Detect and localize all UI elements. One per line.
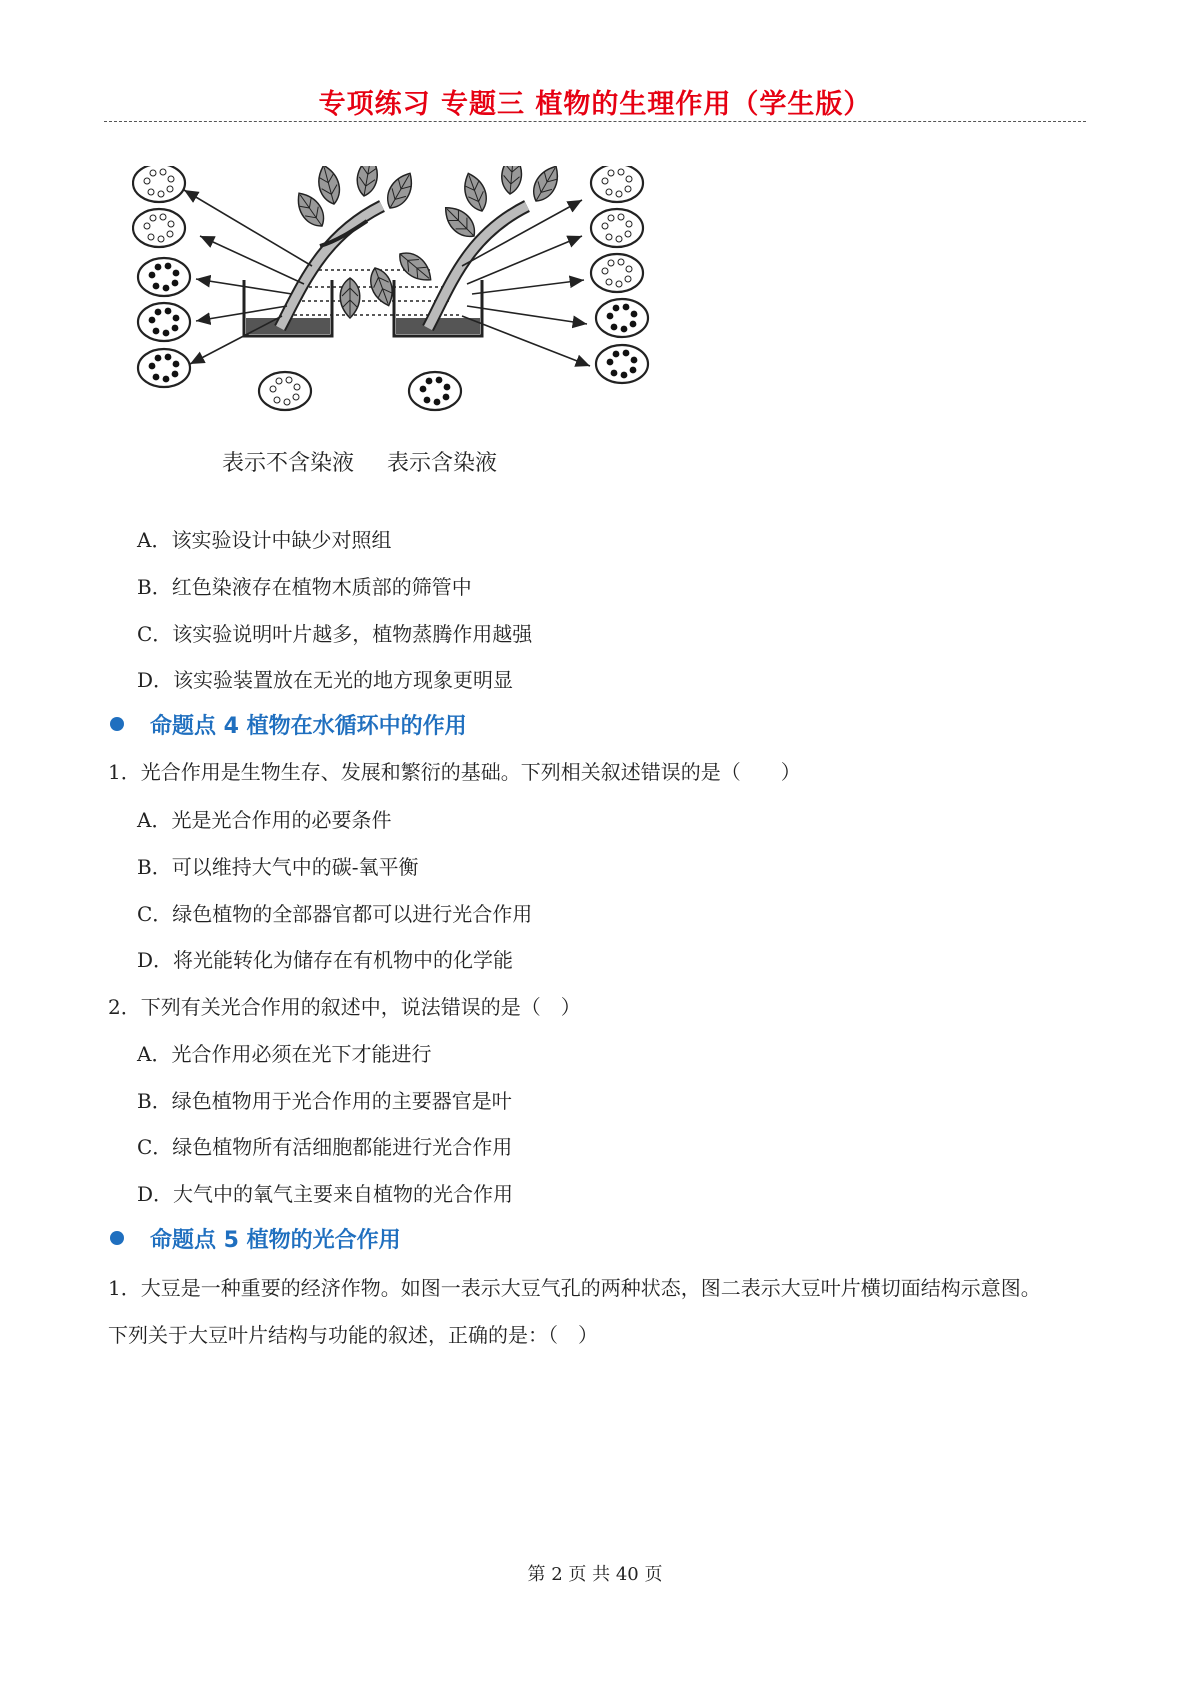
legend-no-dye-label: 表示不含染液	[222, 451, 355, 476]
option-d: D．大气中的氧气主要来自植物的光合作用	[137, 1182, 514, 1206]
option-b: B．绿色植物用于光合作用的主要器官是叶	[137, 1089, 512, 1113]
page-title: 专项练习 专题三 植物的生理作用（学生版）	[318, 89, 872, 120]
option-a: A．光是光合作用的必要条件	[137, 808, 392, 832]
left-plant	[280, 166, 437, 328]
left-disc-1	[133, 166, 185, 202]
right-disc-3	[591, 254, 643, 292]
left-disc-4	[138, 303, 190, 341]
bullet-icon	[110, 1231, 124, 1245]
option-b: B．红色染液存在植物木质部的筛管中	[137, 575, 472, 599]
option-c: C．绿色植物的全部器官都可以进行光合作用	[137, 902, 533, 926]
option-c: C．该实验说明叶片越多，植物蒸腾作用越强	[137, 622, 533, 646]
question-stem: 2．下列有关光合作用的叙述中，说法错误的是（ ）	[108, 995, 581, 1019]
option-a: A．该实验设计中缺少对照组	[137, 528, 392, 552]
left-disc-3	[138, 258, 190, 296]
left-disc-5	[138, 349, 190, 387]
left-arrows	[184, 190, 312, 364]
right-disc-4	[596, 299, 648, 337]
option-a: A．光合作用必须在光下才能进行	[137, 1042, 432, 1066]
section-title: 命题点 5 植物的光合作用	[150, 1228, 401, 1253]
legend-dye-disc	[409, 372, 461, 410]
right-disc-5	[596, 345, 648, 383]
option-d: D．该实验装置放在无光的地方现象更明显	[137, 668, 514, 692]
option-b: B．可以维持大气中的碳-氧平衡	[137, 855, 419, 879]
option-d: D．将光能转化为储存在有机物中的化学能	[137, 948, 514, 972]
section-title: 命题点 4 植物在水循环中的作用	[150, 714, 467, 739]
question-stem: 1．光合作用是生物生存、发展和繁衍的基础。下列相关叙述错误的是（ ）	[108, 760, 801, 784]
page-number: 第 2 页 共 40 页	[527, 1564, 663, 1585]
legend-dye-label: 表示含染液	[387, 451, 498, 476]
legend-no-dye-disc	[259, 372, 311, 410]
right-disc-2	[591, 209, 643, 247]
question-stem-line-1: 1．大豆是一种重要的经济作物。如图一表示大豆气孔的两种状态，图二表示大豆叶片横切面结构示意图。	[108, 1276, 1041, 1300]
left-disc-2	[133, 209, 185, 247]
section-heading-5	[110, 1230, 401, 1252]
header-divider	[104, 121, 1086, 122]
experiment-figure	[132, 166, 702, 486]
right-disc-1	[591, 166, 643, 202]
option-c: C．绿色植物所有活细胞都能进行光合作用	[137, 1135, 513, 1159]
question-stem-line-2: 下列关于大豆叶片结构与功能的叙述，正确的是：（ ）	[108, 1323, 598, 1347]
section-heading-4	[110, 716, 467, 738]
bullet-icon	[110, 717, 124, 731]
